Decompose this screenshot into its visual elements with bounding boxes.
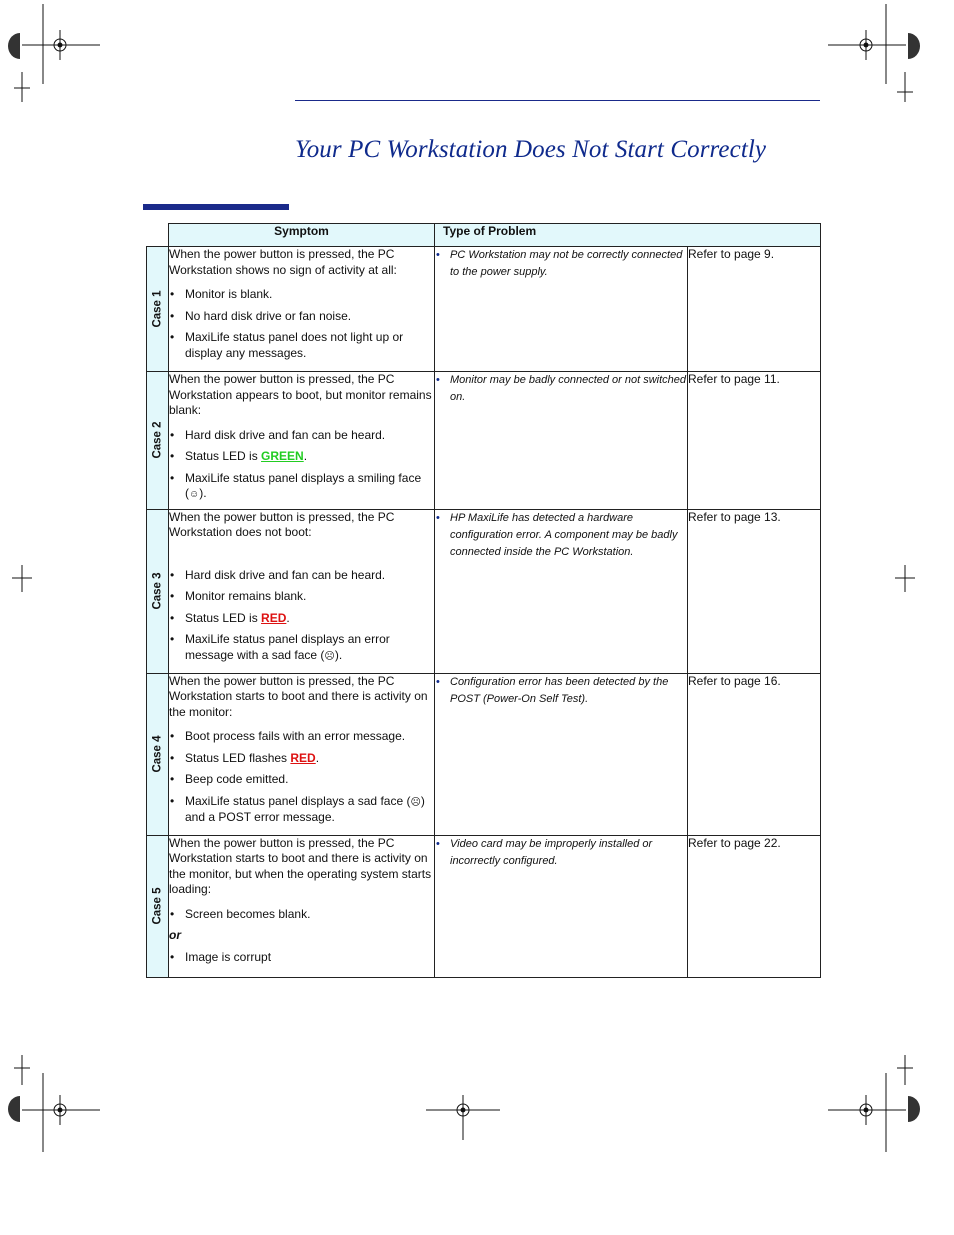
- table-row: [147, 673, 821, 835]
- problem-text: PC Workstation may not be correctly connected to the power supply.: [450, 249, 683, 278]
- problem-item: [435, 836, 687, 870]
- table-row: [147, 509, 821, 673]
- symptom-list: [169, 950, 434, 966]
- bullet-icon: •: [436, 511, 440, 524]
- table-header-row: [147, 224, 821, 247]
- symptom-list: [169, 428, 434, 503]
- section-bar: [143, 204, 289, 210]
- sad-face-icon: ☹: [410, 796, 421, 808]
- status-red-label: RED: [290, 750, 316, 765]
- symptom-list: [169, 568, 434, 665]
- symptom-text: MaxiLife status panel displays an error message with a sad face (: [185, 632, 390, 662]
- symptom-item: • Screen becomes blank.: [169, 907, 434, 923]
- case-cell: [147, 372, 169, 510]
- problem-cell: [435, 372, 688, 510]
- symptom-text: Status LED flashes: [185, 750, 291, 765]
- symptom-item: [169, 794, 434, 826]
- symptom-intro: When the power button is pressed, the PC Workstation starts to boot and there is activity on the monitor:: [169, 673, 428, 719]
- symptom-item: • Boot process fails with an error message.: [169, 729, 434, 745]
- problem-cell: [435, 835, 688, 977]
- symptom-cell: [169, 509, 435, 673]
- problem-cell: [435, 673, 688, 835]
- problem-item: [435, 674, 687, 708]
- problem-cell: [435, 509, 688, 673]
- symptom-item: • Hard disk drive and fan can be heard.: [169, 428, 434, 444]
- symptom-intro: When the power button is pressed, the PC Workstation shows no sign of activity at all:: [169, 247, 397, 277]
- symptom-item: • Image is corrupt: [169, 950, 434, 966]
- punctuation: .: [303, 449, 308, 463]
- symptom-text: ) and a POST error message.: [185, 793, 425, 824]
- case-cell: [147, 835, 169, 977]
- header-spacer: [147, 224, 169, 247]
- symptom-item: • Monitor is blank.: [169, 287, 434, 303]
- case-label: Case 5: [150, 887, 163, 925]
- table-row: [147, 372, 821, 510]
- punctuation: ).: [199, 486, 207, 500]
- case-label: Case 4: [150, 735, 163, 773]
- table-row: [147, 247, 821, 372]
- symptom-item: • No hard disk drive or fan noise.: [169, 309, 434, 325]
- troubleshooting-table: [146, 223, 821, 978]
- problem-text: Video card may be improperly installed or incorrectly configured.: [450, 837, 653, 867]
- symptom-text: Status LED is: [185, 449, 262, 463]
- case-label: Case 3: [150, 572, 163, 610]
- bullet-icon: •: [436, 675, 440, 688]
- bullet-icon: •: [436, 249, 440, 261]
- symptom-cell: [169, 835, 435, 977]
- symptom-item: • Monitor remains blank.: [169, 589, 434, 605]
- problem-text: Configuration error has been detected by the POST (Power-On Self Test).: [450, 675, 669, 705]
- symptom-intro: When the power button is pressed, the PC Workstation starts to boot and there is activity on the monitor, but when the operating system starts loading:: [169, 835, 432, 896]
- problem-item: [435, 247, 687, 281]
- type-of-problem-header: Type of Problem: [435, 224, 821, 247]
- top-rule: [295, 100, 820, 101]
- symptom-text: MaxiLife status panel displays a smiling face (: [185, 470, 422, 500]
- problem-item: [435, 510, 687, 561]
- smiling-face-icon: ☺: [189, 489, 200, 500]
- page-title: Your PC Workstation Does Not Start Correctly: [295, 136, 767, 163]
- symptom-item: [169, 471, 434, 503]
- symptom-cell: [169, 372, 435, 510]
- symptom-item: [169, 751, 434, 767]
- reference-cell: Refer to page 16.: [688, 673, 821, 835]
- symptom-item: [169, 611, 434, 627]
- punctuation: .: [315, 750, 320, 765]
- bullet-icon: •: [436, 837, 440, 850]
- case-label: Case 1: [150, 290, 163, 328]
- symptom-item: [169, 449, 434, 465]
- problem-text: HP MaxiLife has detected a hardware configuration error. A component may be badly connected inside the PC Workstation.: [450, 511, 678, 558]
- problem-text: Monitor may be badly connected or not switched on.: [450, 374, 687, 403]
- problem-item: [435, 372, 687, 406]
- symptom-item: • Hard disk drive and fan can be heard.: [169, 568, 434, 584]
- symptom-list: [169, 729, 434, 826]
- case-cell: [147, 247, 169, 372]
- symptom-item: [169, 632, 434, 664]
- reference-cell: Refer to page 9.: [688, 247, 821, 372]
- case-label: Case 2: [150, 421, 163, 459]
- symptom-intro: When the power button is pressed, the PC Workstation appears to boot, but monitor remains blank:: [169, 372, 432, 417]
- reference-cell: Refer to page 13.: [688, 509, 821, 673]
- table-row: [147, 835, 821, 977]
- case-cell: [147, 673, 169, 835]
- symptom-text: Status LED is: [185, 610, 262, 625]
- reference-cell: Refer to page 22.: [688, 835, 821, 977]
- symptom-cell: [169, 673, 435, 835]
- sad-face-icon: ☹: [324, 650, 335, 662]
- punctuation: ).: [334, 647, 343, 662]
- symptom-header: Symptom: [169, 224, 435, 247]
- symptom-list: [169, 907, 434, 923]
- or-separator: or: [169, 928, 181, 942]
- symptom-cell: [169, 247, 435, 372]
- status-red-label: RED: [261, 610, 287, 625]
- symptom-item: • MaxiLife status panel does not light up or display any messages.: [169, 330, 434, 361]
- symptom-item: • Beep code emitted.: [169, 772, 434, 788]
- problem-cell: [435, 247, 688, 372]
- symptom-intro: When the power button is pressed, the PC Workstation does not boot:: [169, 509, 395, 539]
- bullet-icon: •: [436, 374, 440, 386]
- symptom-list: [169, 287, 434, 361]
- reference-cell: Refer to page 11.: [688, 372, 821, 510]
- punctuation: .: [286, 610, 290, 625]
- status-green-label: GREEN: [261, 449, 304, 463]
- symptom-text: MaxiLife status panel displays a sad face (: [185, 793, 411, 808]
- case-cell: [147, 509, 169, 673]
